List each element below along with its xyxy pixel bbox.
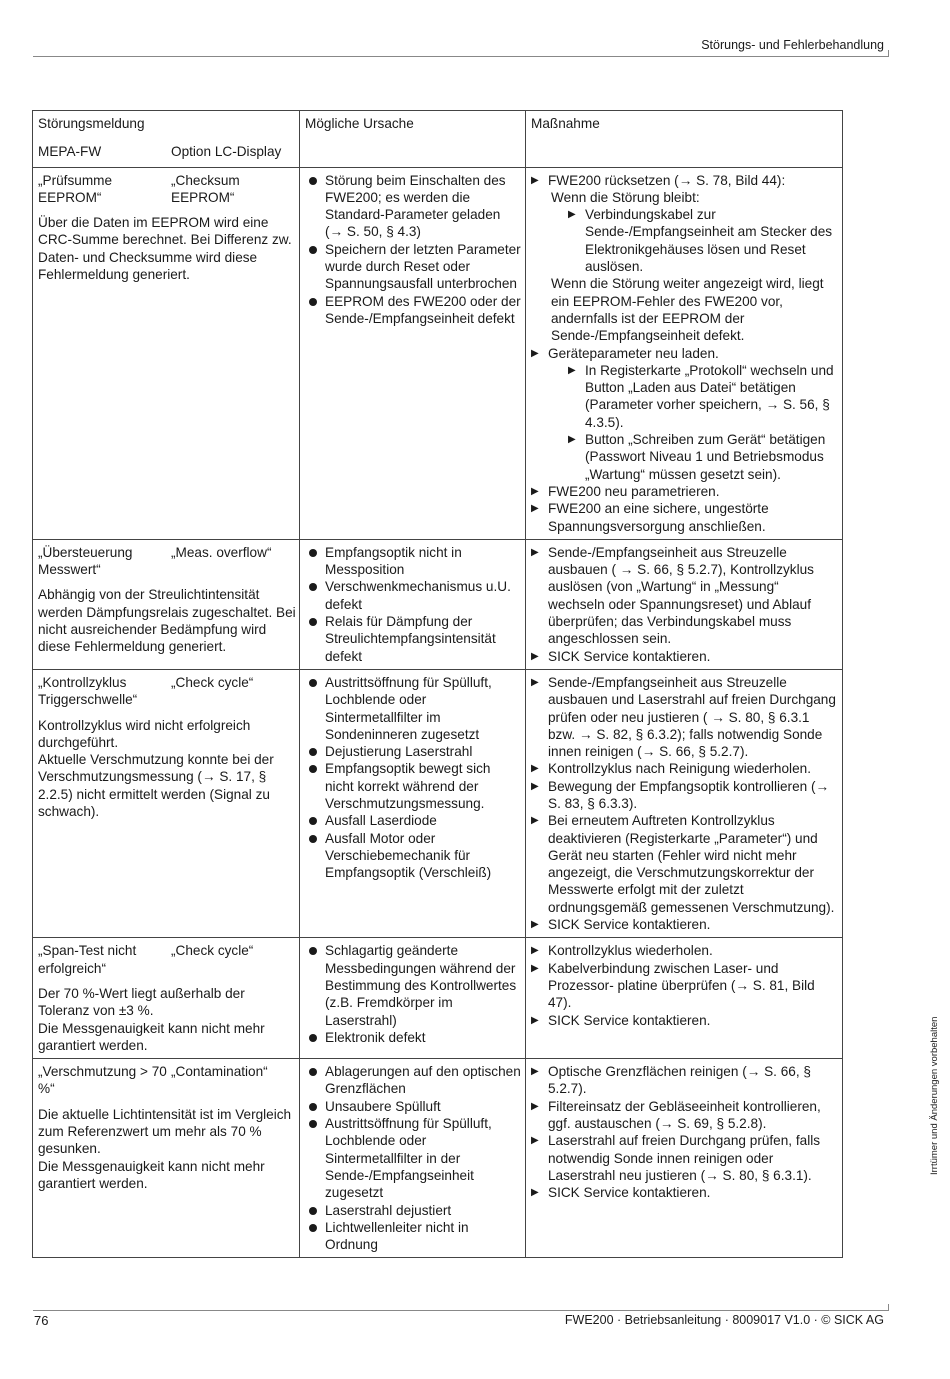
side-note: Irrtümer und Änderungen vorbehalten bbox=[929, 1016, 940, 1175]
action-text: ▶ FWE200 an eine sichere, ungestörte Spannungsversorgung anschließen. bbox=[548, 501, 769, 534]
action-list bbox=[531, 1063, 839, 1201]
sub-action-item: ▶ Verbindungskabel zur Sende-/Empfangseinheit am Stecker des Elektronikgehäuses lösen und Reset auslösen. bbox=[568, 206, 839, 275]
action-cell bbox=[526, 938, 843, 1059]
cause-list bbox=[305, 942, 522, 1046]
message-names bbox=[38, 172, 296, 207]
mepa-message: „Prüfsumme EEPROM“ bbox=[38, 172, 113, 205]
action-item bbox=[531, 648, 839, 665]
cause-item: Empfangsoptik bewegt sich nicht korrekt während der Verschmutzungsmessung. bbox=[305, 760, 522, 812]
action-item bbox=[531, 812, 839, 916]
action-item bbox=[531, 1184, 839, 1201]
message-description: Über die Daten im EEPROM wird eine CRC-Summe berechnet. Bei Differenz zw. Daten- und Checksumme wird diese Fehlermeldung generiert. bbox=[38, 215, 292, 283]
cause-cell bbox=[300, 669, 526, 937]
page-number: 76 bbox=[34, 1313, 49, 1328]
cause-item: Austrittsöffnung für Spülluft, Lochblende oder Sintermetallfilter im Sondeninneren zugesetzt bbox=[305, 674, 522, 743]
message-names bbox=[38, 544, 296, 579]
table-row bbox=[33, 167, 843, 539]
action-item bbox=[531, 1132, 839, 1184]
action-text: ▶ SICK Service kontaktieren. bbox=[548, 917, 711, 933]
cause-item: Austrittsöffnung für Spülluft, Lochblende oder Sintermetallfilter in der Sende-/Empfangseinheit zugesetzt bbox=[305, 1115, 522, 1201]
cause-list bbox=[305, 172, 522, 328]
action-item bbox=[531, 674, 839, 760]
lcd-message: „Contamination“ bbox=[171, 1064, 268, 1080]
action-text: ▶ Laserstrahl auf freien Durchgang prüfen, falls notwendig Sonde innen reinigen oder Laserstrahl neu justieren (→ S. 80, § 6.3.1). bbox=[548, 1133, 821, 1183]
header-tick bbox=[888, 50, 889, 57]
cause-cell bbox=[300, 938, 526, 1059]
cause-item: Speichern der letzten Parameter wurde durch Reset oder Spannungsausfall unterbrochen bbox=[305, 241, 522, 293]
header-label-action: Maßnahme bbox=[531, 116, 600, 131]
cause-item: Dejustierung Laserstrahl bbox=[305, 743, 522, 760]
cause-item: Störung beim Einschalten des FWE200; es werden die Standard-Parameter geladen (→ S. 50, § 4.3) bbox=[305, 172, 522, 241]
action-list bbox=[531, 942, 839, 1028]
cause-item: Empfangsoptik nicht in Messposition bbox=[305, 544, 522, 579]
message-names bbox=[38, 942, 296, 977]
action-cell bbox=[526, 1059, 843, 1258]
action-item bbox=[531, 483, 839, 500]
message-description: Abhängig von der Streulichtintensität werden Dämpfungsrelais zugeschaltet. Bei nicht ausreichender Bedämpfung wird diese Fehlermeldung generiert. bbox=[38, 587, 296, 655]
action-text: ▶ SICK Service kontaktieren. bbox=[548, 1185, 711, 1201]
table-header-row bbox=[33, 111, 843, 168]
header-label-cause: Mögliche Ursache bbox=[305, 116, 414, 131]
action-item bbox=[531, 1012, 839, 1029]
sub-action-item: ▶ Button „Schreiben zum Gerät“ betätigen (Passwort Niveau 1 und Betriebsmodus „Wartung“ müssen gesetzt sein). bbox=[568, 431, 839, 483]
cause-cell bbox=[300, 539, 526, 669]
action-text: ▶ FWE200 rücksetzen (→ S. 78, Bild 44): bbox=[548, 172, 786, 188]
action-text: ▶ Kabelverbindung zwischen Laser- und Prozessor- platine überprüfen (→ S. 81, Bild 47). bbox=[548, 960, 815, 1011]
message-cell bbox=[33, 539, 300, 669]
lcd-message: „Checksum EEPROM“ bbox=[171, 172, 240, 205]
action-text: ▶ Bewegung der Empfangsoptik kontrollieren (→ S. 83, § 6.3.3). bbox=[548, 778, 830, 811]
cause-list bbox=[305, 674, 522, 882]
footer-tick bbox=[888, 1304, 889, 1311]
action-item bbox=[531, 500, 839, 535]
cause-item: Schlagartig geänderte Messbedingungen während der Bestimmung des Kontrollwertes (z.B. Fremdkörper im Laserstrahl) bbox=[305, 942, 522, 1028]
action-cell bbox=[526, 167, 843, 539]
action-text: ▶ Sende-/Empfangseinheit aus Streuzelle ausbauen und Laserstrahl auf freien Durchgang prüfen oder neu justieren ( → S. 80, § 6.3.1 bzw. → S. 82, § 6.3.2); falls notwendig Sonde innen reinigen (→ S. 66, § 5.2.7). bbox=[548, 674, 836, 760]
action-text: ▶ Geräteparameter neu laden. bbox=[548, 345, 719, 361]
message-cell bbox=[33, 167, 300, 539]
cause-item: Ausfall Motor oder Verschiebemechanik für Empfangsoptik (Verschleiß) bbox=[305, 830, 522, 882]
cause-list bbox=[305, 544, 522, 665]
action-item bbox=[531, 778, 839, 813]
header-label-message: Störungsmeldung bbox=[38, 116, 145, 131]
mepa-message: „Verschmutzung > 70 %“ bbox=[38, 1064, 167, 1097]
action-item bbox=[531, 1098, 839, 1133]
action-list bbox=[531, 172, 839, 535]
action-text: ▶ Bei erneutem Auftreten Kontrollzyklus deaktivieren (Registerkarte „Parameter“) und Gerät neu starten (Fehler wird nicht mehr angezeigt, die Verschmutzungskorrektur der Messwerte erfolgt mit der zuletzt ordnungsgemäß gemessenen Verschmutzung). bbox=[548, 813, 835, 915]
sub-action-list bbox=[568, 362, 839, 483]
action-item bbox=[531, 916, 839, 933]
action-note: Wenn die Störung bleibt: bbox=[551, 189, 700, 205]
action-text: ▶ Kontrollzyklus wiederholen. bbox=[548, 943, 713, 959]
table-row bbox=[33, 938, 843, 1059]
table-row bbox=[33, 539, 843, 669]
action-text: ▶ FWE200 neu parametrieren. bbox=[548, 483, 720, 499]
action-cell bbox=[526, 669, 843, 937]
mepa-message: „Übersteuerung Messwert“ bbox=[38, 544, 133, 578]
action-text: ▶ Filtereinsatz der Gebläseeinheit kontrollieren, ggf. austauschen (→ S. 69, § 5.2.8). bbox=[548, 1098, 821, 1132]
cause-item: Relais für Dämpfung der Streulichtempfangsintensität defekt bbox=[305, 613, 522, 665]
message-cell bbox=[33, 669, 300, 937]
action-item bbox=[531, 960, 839, 1012]
cause-cell bbox=[300, 167, 526, 539]
message-description: Die aktuelle Lichtintensität ist im Vergleich zum Referenzwert um mehr als 70 % gesunken. Die Messgenauigkeit kann nicht mehr garantiert werden. bbox=[38, 1106, 292, 1191]
cause-item: EEPROM des FWE200 oder der Sende-/Empfangseinheit defekt bbox=[305, 293, 522, 328]
footer-doc-info: FWE200 · Betriebsanleitung · 8009017 V1.0 · © SICK AG bbox=[564, 1313, 884, 1327]
action-text: ▶ Kontrollzyklus nach Reinigung wiederholen. bbox=[548, 761, 811, 777]
header-cell-cause bbox=[300, 111, 526, 168]
action-list bbox=[531, 544, 839, 665]
header-label-mepa: MEPA-FW bbox=[38, 144, 102, 160]
cause-item: Verschwenkmechanismus u.U. defekt bbox=[305, 578, 522, 613]
cause-list bbox=[305, 1063, 522, 1253]
table-row bbox=[33, 669, 843, 937]
action-list bbox=[531, 674, 839, 933]
action-item bbox=[531, 942, 839, 959]
message-cell bbox=[33, 938, 300, 1059]
action-item bbox=[531, 760, 839, 777]
header-label-lcd: Option LC-Display bbox=[171, 144, 282, 160]
footer-rule bbox=[33, 1310, 889, 1311]
sub-action-list bbox=[568, 206, 839, 275]
action-note: Wenn die Störung weiter angezeigt wird, liegt ein EEPROM-Fehler des FWE200 vor, andernfalls ist der EEPROM der Sende-/Empfangseinheit defekt. bbox=[551, 276, 824, 344]
action-text: ▶ SICK Service kontaktieren. bbox=[548, 648, 711, 664]
action-text: ▶ Sende-/Empfangseinheit aus Streuzelle ausbauen ( → S. 66, § 5.2.7), Kontrollzyklus auslösen (von „Wartung“ in „Messung“ wechseln oder Spannungsreset) und Ablauf überprüfen; das Verbindungskabel muss angeschlossen sein. bbox=[548, 544, 814, 647]
mepa-message: „Kontrollzyklus Triggerschwelle“ bbox=[38, 674, 138, 708]
header-cell-message bbox=[33, 111, 300, 168]
table-row bbox=[33, 1059, 843, 1258]
lcd-message: „Check cycle“ bbox=[171, 674, 254, 690]
header-title: Störungs- und Fehlerbehandlung bbox=[701, 38, 884, 52]
message-cell bbox=[33, 1059, 300, 1258]
action-item bbox=[531, 345, 839, 483]
cause-item: Lichtwellenleiter nicht in Ordnung bbox=[305, 1219, 522, 1254]
message-names bbox=[38, 1063, 296, 1098]
action-text: ▶ SICK Service kontaktieren. bbox=[548, 1012, 711, 1028]
cause-item: Elektronik defekt bbox=[305, 1029, 522, 1046]
message-names bbox=[38, 674, 296, 709]
header-rule bbox=[33, 56, 889, 57]
fault-table bbox=[32, 110, 843, 1258]
action-item bbox=[531, 172, 839, 345]
header-cell-action bbox=[526, 111, 843, 168]
message-description: Der 70 %-Wert liegt außerhalb der Toleranz von ±3 %. Die Messgenauigkeit kann nicht mehr garantiert werden. bbox=[38, 985, 265, 1053]
sub-action-item: ▶ In Registerkarte „Protokoll“ wechseln und Button „Laden aus Datei“ betätigen (Parameter vorher speichern, → S. 56, § 4.3.5). bbox=[568, 362, 839, 431]
mepa-message: „Span-Test nicht erfolgreich“ bbox=[38, 943, 137, 976]
message-description: Kontrollzyklus wird nicht erfolgreich durchgeführt. Aktuelle Verschmutzung konnte bei der Verschmutzungsmessung (→ S. 17, § 2.2.5) nicht ermittelt werden (Signal zu schwach). bbox=[38, 717, 274, 819]
cause-item: Ausfall Laserdiode bbox=[305, 812, 522, 829]
action-item bbox=[531, 544, 839, 648]
action-text: ▶ Optische Grenzflächen reinigen (→ S. 66, § 5.2.7). bbox=[548, 1064, 811, 1097]
lcd-message: „Check cycle“ bbox=[171, 943, 254, 959]
action-cell bbox=[526, 539, 843, 669]
cause-item: Laserstrahl dejustiert bbox=[305, 1202, 522, 1219]
lcd-message: „Meas. overflow“ bbox=[171, 544, 272, 560]
cause-item: Ablagerungen auf den optischen Grenzflächen bbox=[305, 1063, 522, 1098]
cause-item: Unsaubere Spülluft bbox=[305, 1098, 522, 1115]
action-item bbox=[531, 1063, 839, 1098]
cause-cell bbox=[300, 1059, 526, 1258]
